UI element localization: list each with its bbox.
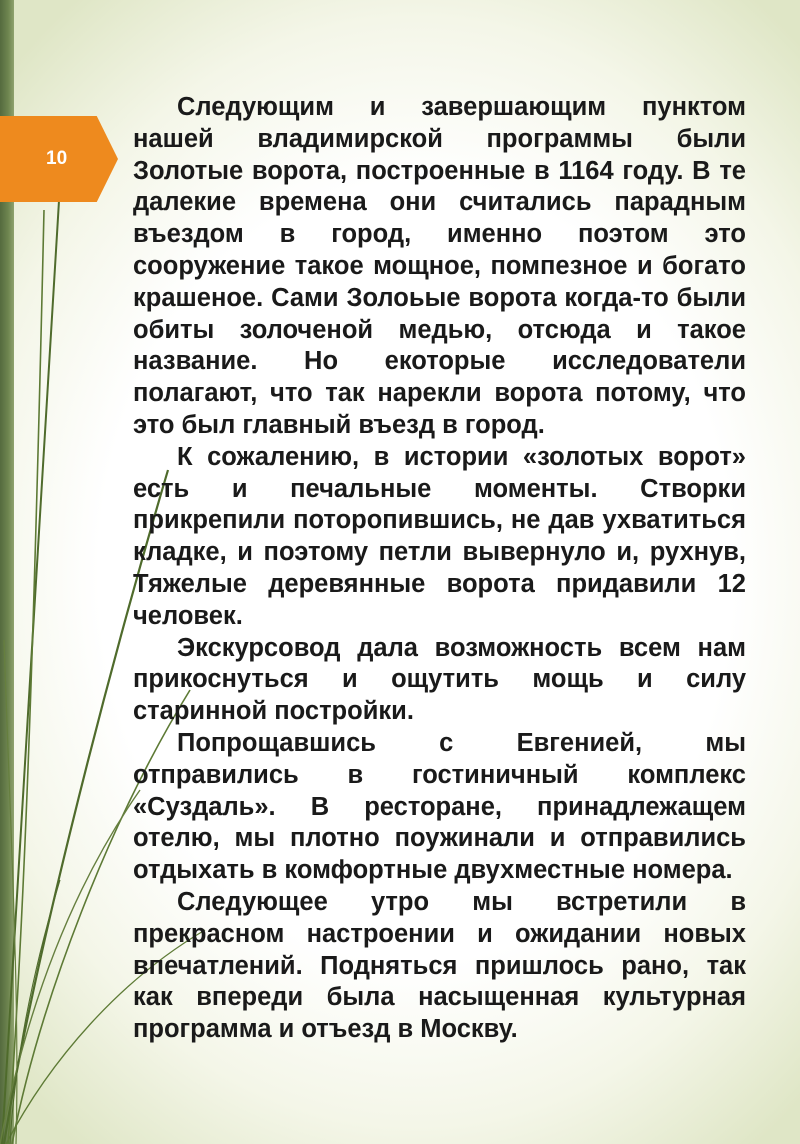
body-text	[133, 92, 746, 1046]
paragraph: Экскурсовод дала возможность всем нам прикоснуться и ощутить мощь и силу старинной постройки.	[133, 633, 746, 726]
page-number: 10	[46, 148, 68, 169]
paragraph: Попрощавшись с Евгенией, мы отправились в гостиничный комплекс «Суздаль». В ресторане, принадлежащем отелю, мы плотно поужинали и отправились отдыхать в комфортные двухместные номера.	[133, 728, 746, 885]
paragraph: Следующим и завершающим пунктом нашей владимирской программы были Золотые ворота, построенные в 1164 году. В те далекие времена они считались парадным въездом в город, именно поэтом это сооружение такое мощное, помпезное и богато крашеное. Сами Золоьые ворота когда-то были обиты золоченой медью, отсюда и такое название. Но екоторые исследователи полагают, что так нарекли ворота потому, что это был главный въезд в город.	[133, 93, 746, 439]
paragraph: Следующее утро мы встретили в прекрасном настроении и ожидании новых впечатлений. Подняться пришлось рано, так как впереди была насыщенная культурная программа и отъезд в Москву.	[133, 887, 746, 1044]
paragraph: К сожалению, в истории «золотых ворот» есть и печальные моменты. Створки прикрепили поторопившись, не дав ухватиться кладке, и поэтому петли вывернуло и, рухнув, Тяжелые деревянные ворота придавили 12 человек.	[133, 442, 746, 630]
